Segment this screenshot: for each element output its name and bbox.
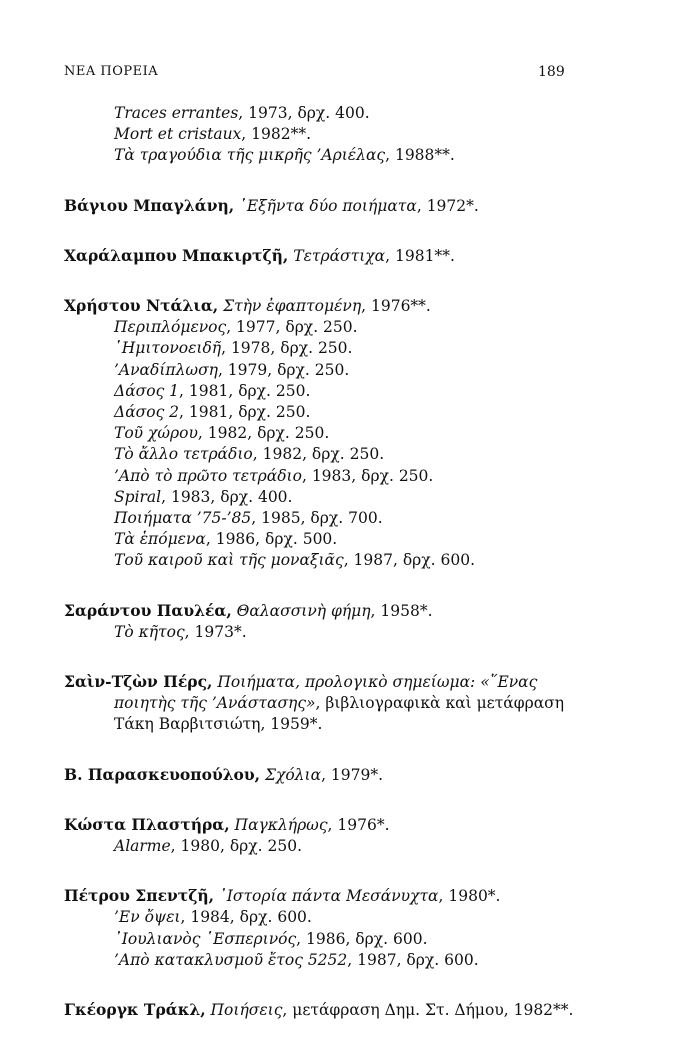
sub-details: , 1987, δρχ. 600. bbox=[343, 551, 476, 570]
entry-author: Πέτρου Σπεντζῆ, bbox=[64, 886, 215, 906]
entry-first-line bbox=[64, 814, 584, 836]
entry-sub-line bbox=[64, 836, 584, 857]
sub-title: ᾿Ιουλιανὸς ῾Εσπερινός bbox=[114, 929, 297, 948]
entry-details: , 1980*. bbox=[438, 887, 501, 906]
entry-details: , βιβλιογραφικὰ καὶ μετάφραση Τάκη Βαρβιτσιώτη, 1959*. bbox=[114, 694, 565, 734]
entry-author: Χρήστου Ντάλια, bbox=[64, 296, 219, 316]
bibliography-entry bbox=[64, 999, 584, 1021]
sub-title: ’Αναδίπλωση bbox=[114, 360, 218, 379]
entry-sub-line bbox=[64, 423, 584, 444]
sub-title: Alarme bbox=[114, 837, 171, 856]
entry-title: Στὴν ἐφαπτομένη bbox=[223, 297, 362, 316]
entry-author: Κώστα Πλαστήρα, bbox=[64, 814, 230, 834]
entry-sub-line bbox=[64, 124, 584, 145]
entry-sub-line bbox=[64, 338, 584, 359]
sub-title: ’Απὸ κατακλυσμοῦ ἔτος 5252 bbox=[114, 950, 348, 969]
entry-sub-line bbox=[64, 950, 584, 971]
entry-details: , 1976**. bbox=[361, 297, 431, 316]
sub-title: ῾Ημιτονοειδῆ bbox=[114, 339, 222, 358]
sub-title: Τὰ τραγούδια τῆς μικρῆς ’Αριέλας bbox=[114, 146, 386, 165]
sub-details: , 1982**. bbox=[241, 125, 312, 144]
bibliography-entry bbox=[64, 814, 584, 857]
entry-details: , 1972*. bbox=[416, 196, 479, 215]
entry-title: ᾿Ιστορία πάντα Μεσάνυχτα bbox=[218, 887, 439, 906]
sub-title: Δάσος 2 bbox=[114, 403, 180, 422]
sub-title: Τὸ ἄλλο τετράδιο bbox=[114, 445, 253, 464]
entry-author: Βάγιου Μπαγλάνη, bbox=[64, 195, 235, 215]
sub-details: , 1987, δρχ. 600. bbox=[347, 950, 479, 969]
bibliography-entry bbox=[64, 195, 584, 217]
entry-author: Γκέοργκ Τράκλ, bbox=[64, 1000, 206, 1020]
sub-details: , 1977, δρχ. 250. bbox=[226, 318, 358, 337]
sub-details: , 1982, δρχ. 250. bbox=[252, 445, 385, 464]
entry-title: Σχόλια bbox=[265, 765, 322, 784]
sub-details: , 1982, δρχ. 250. bbox=[197, 424, 330, 443]
entry-sub-line bbox=[64, 487, 584, 508]
sub-title: Τοῦ καιροῦ καὶ τῆς μοναξιᾶς bbox=[114, 551, 344, 570]
entry-sub-line bbox=[64, 929, 584, 950]
entry-sub-line bbox=[64, 402, 584, 423]
entry-sub-line bbox=[64, 360, 584, 381]
entry-first-line bbox=[64, 764, 584, 786]
entry-sub-line bbox=[64, 622, 584, 643]
sub-title: Τοῦ χώρου bbox=[114, 424, 198, 443]
sub-details: , 1985, δρχ. 700. bbox=[251, 509, 383, 528]
sub-title: Δάσος 1 bbox=[114, 381, 180, 400]
bibliography-entry bbox=[64, 764, 584, 786]
entry-first-line bbox=[64, 195, 584, 217]
sub-details: , 1981, δρχ. 250. bbox=[179, 403, 311, 422]
sub-details: , 1986, δρχ. 600. bbox=[296, 929, 428, 948]
entry-author: Χαράλαμπου Μπακιρτζῆ, bbox=[64, 245, 289, 265]
entry-sub-line bbox=[64, 550, 584, 571]
sub-title: ’Εν ὄψει bbox=[114, 908, 181, 927]
entry-title: ῾Εξῆντα δύο ποιήματα bbox=[239, 196, 417, 215]
sub-details: , 1988**. bbox=[385, 146, 455, 165]
entry-first-line bbox=[64, 999, 584, 1021]
sub-title: Spiral bbox=[114, 487, 162, 506]
sub-details: , 1984, δρχ. 600. bbox=[180, 908, 312, 927]
entry-title: Ποιήματα, προλογικὸ σημείωμα: «῞Ενας ποιητὴς τῆς ’Ανάστασης» bbox=[114, 673, 538, 713]
sub-details: , 1973, δρχ. 400. bbox=[238, 104, 370, 122]
bibliography-entry bbox=[64, 245, 584, 267]
sub-title: Traces errantes bbox=[114, 104, 239, 122]
entry-details: , 1981**. bbox=[385, 246, 455, 265]
sub-details: , 1983, δρχ. 250. bbox=[301, 466, 434, 485]
bibliography-entry bbox=[64, 103, 584, 167]
entry-first-line bbox=[64, 295, 584, 317]
entry-title: Ποιήσεις bbox=[210, 1001, 283, 1020]
entry-author: Σαράντου Παυλέα, bbox=[64, 600, 232, 620]
bibliography-entry bbox=[64, 600, 584, 643]
entry-sub-line bbox=[64, 508, 584, 529]
entry-sub-line bbox=[64, 381, 584, 402]
entry-sub-line bbox=[64, 466, 584, 487]
entry-author: Β. Παρασκευοπούλου, bbox=[64, 764, 261, 784]
page-number: 189 bbox=[538, 64, 565, 80]
sub-details: , 1983, δρχ. 400. bbox=[161, 487, 293, 506]
bibliography-entry bbox=[64, 885, 584, 971]
entry-details: , 1958*. bbox=[370, 601, 433, 620]
sub-title: Περιπλόμενος bbox=[114, 318, 227, 337]
sub-title: Mort et cristaux bbox=[114, 125, 242, 144]
entry-details: , 1979*. bbox=[321, 765, 384, 784]
entry-first-line bbox=[64, 245, 584, 267]
sub-details: , 1981, δρχ. 250. bbox=[179, 381, 311, 400]
sub-title: ’Απὸ τὸ πρῶτο τετράδιο bbox=[114, 466, 302, 485]
entry-details: , μετάφραση Δημ. Στ. Δήμου, 1982**. bbox=[282, 1001, 574, 1020]
sub-details: , 1980, δρχ. 250. bbox=[170, 837, 303, 856]
sub-details: , 1973*. bbox=[184, 622, 247, 641]
entry-sub-line bbox=[64, 145, 584, 166]
sub-title: Ποιήματα ’75-’85 bbox=[114, 509, 252, 528]
running-head: ΝΕΑ ΠΟΡΕΙΑ bbox=[64, 64, 159, 79]
sub-title: Τὰ ἑπόμενα bbox=[114, 530, 206, 549]
entry-title: Θαλασσινὴ φήμη bbox=[236, 601, 371, 620]
entry-first-line bbox=[64, 885, 584, 907]
entry-details: , 1976*. bbox=[327, 815, 390, 834]
entry-title: Τετράστιχα bbox=[293, 246, 386, 265]
sub-details: , 1986, δρχ. 500. bbox=[205, 530, 338, 549]
entry-sub-line bbox=[64, 103, 584, 124]
bibliography-entry bbox=[64, 295, 584, 572]
bibliography-list bbox=[64, 103, 584, 1049]
sub-details: , 1978, δρχ. 250. bbox=[221, 339, 353, 358]
entry-sub-line bbox=[64, 317, 584, 338]
sub-details: , 1979, δρχ. 250. bbox=[217, 360, 350, 379]
entry-sub-line bbox=[64, 444, 584, 465]
entry-first-line bbox=[64, 600, 584, 622]
entry-title: Παγκλήρως bbox=[234, 815, 328, 834]
bibliography-entry bbox=[64, 671, 584, 736]
entry-sub-line bbox=[64, 529, 584, 550]
sub-title: Τὸ κῆτος bbox=[114, 622, 185, 641]
entry-first-line bbox=[64, 671, 584, 736]
entry-sub-line bbox=[64, 907, 584, 928]
entry-author: Σαὶν-Τζὼν Πέρς, bbox=[64, 672, 213, 692]
